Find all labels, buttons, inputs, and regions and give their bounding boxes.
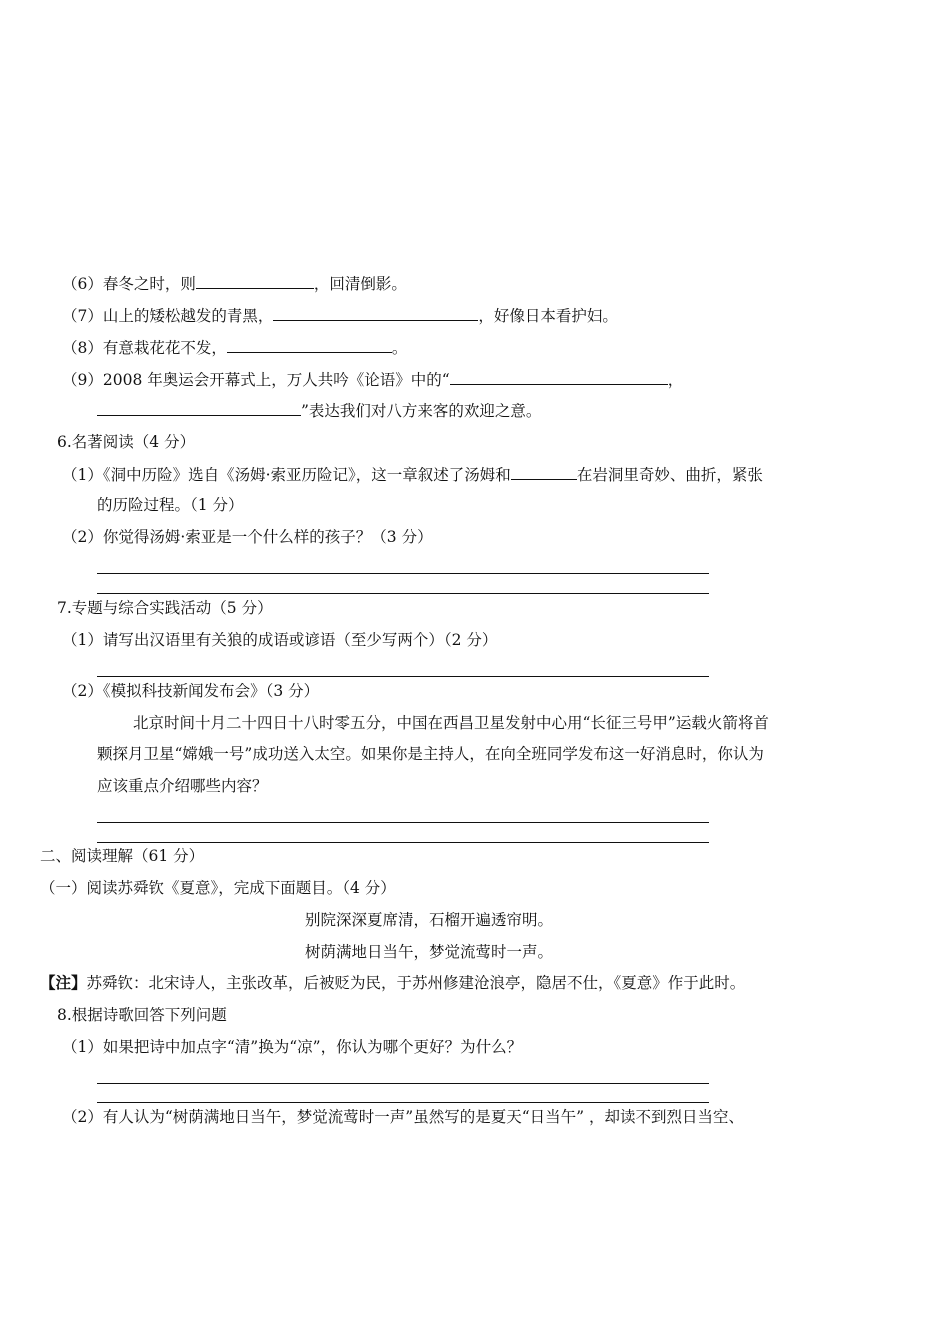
question-number: （2）: [62, 528, 103, 546]
note-text: 苏舜钦：北宋诗人，主张改革，后被贬为民，于苏州修建沧浪亭，隐居不仕，《夏意》作于此时。: [86, 974, 746, 992]
answer-line[interactable]: [97, 1102, 709, 1103]
question-text: 在岩洞里奇妙、曲折，紧张: [576, 466, 763, 484]
question-number: （8）: [62, 339, 103, 357]
note-label: 【注】: [40, 973, 87, 992]
question-text: 2008 年奥运会开幕式上，万人共吟《论语》中的“: [102, 371, 450, 389]
answer-blank[interactable]: [97, 400, 301, 416]
question-text: ”表达我们对八方来客的欢迎之意。: [301, 402, 542, 420]
question-7-2: [62, 681, 319, 701]
question-text: 《洞中历险》选自《汤姆·索亚历险记》，这一章叙述了汤姆和: [102, 466, 511, 484]
paragraph-line: 颗探月卫星“嫦娥一号”成功送入太空。如果你是主持人，在向全班同学发布这一好消息时，你认为: [97, 745, 764, 763]
question-text: 如果把诗中加点字“清”换为“凉”，你认为哪个更好？为什么？: [102, 1038, 523, 1056]
answer-blank[interactable]: [511, 464, 577, 480]
answer-line[interactable]: [97, 573, 709, 574]
poem-line: 树荫满地日当午，梦觉流莺时一声。: [305, 943, 554, 961]
question-8-1: [62, 1037, 522, 1057]
question-text: 有人认为“树荫满地日当午，梦觉流莺时一声”虽然写的是夏天“日当午” ，却读不到烈日当空、: [102, 1108, 745, 1126]
part-heading: （一）阅读苏舜钦《夏意》，完成下面题目。（4 分）: [40, 879, 396, 897]
question-number: （1）: [62, 466, 103, 484]
answer-line[interactable]: [97, 842, 709, 843]
paragraph-line: 应该重点介绍哪些内容？: [97, 777, 268, 795]
question-text: 《模拟科技新闻发布会》（3 分）: [102, 682, 320, 700]
question-text: 。: [391, 339, 408, 357]
question-6-1-line2: 的历险过程。（1 分）: [97, 496, 244, 514]
question-text: ，: [667, 371, 684, 389]
question-number: （1）: [62, 631, 103, 649]
section-heading: 二、阅读理解（61 分）: [40, 847, 205, 865]
question-number: （2）: [62, 1108, 103, 1126]
question-7-title: 7.专题与综合实践活动（5 分）: [57, 599, 273, 617]
poem-note: [40, 973, 745, 993]
question-text: 你觉得汤姆·索亚是一个什么样的孩子？（3 分）: [102, 528, 433, 546]
answer-line[interactable]: [97, 1083, 709, 1084]
fill-blank-q9-line2: [97, 400, 541, 421]
question-text: 山上的矮松越发的青黑，: [102, 307, 274, 325]
question-6-2: [62, 527, 433, 547]
answer-line[interactable]: [97, 593, 709, 594]
answer-line[interactable]: [97, 676, 709, 677]
question-number: （7）: [62, 307, 103, 325]
question-number: （1）: [62, 1038, 103, 1056]
answer-blank[interactable]: [273, 305, 478, 321]
question-6-1: [62, 464, 763, 485]
fill-blank-q9: [62, 369, 683, 390]
fill-blank-q6: [62, 273, 407, 294]
question-8-title: 8.根据诗歌回答下列问题: [57, 1006, 227, 1024]
answer-blank[interactable]: [450, 369, 668, 385]
question-6-title: 6.名著阅读（4 分）: [57, 433, 196, 451]
answer-blank[interactable]: [196, 273, 314, 289]
question-7-1: [62, 630, 497, 650]
answer-blank[interactable]: [227, 337, 392, 353]
question-number: （6）: [62, 275, 103, 293]
question-text: ，好像日本看护妇。: [478, 307, 618, 325]
fill-blank-q8: [62, 337, 407, 358]
answer-line[interactable]: [97, 822, 709, 823]
question-8-2: [62, 1107, 744, 1127]
question-number: （2）: [62, 682, 103, 700]
question-text: ，回清倒影。: [313, 275, 407, 293]
question-text: 请写出汉语里有关狼的成语或谚语（至少写两个）（2 分）: [102, 631, 498, 649]
paragraph-line: 北京时间十月二十四日十八时零五分，中国在西昌卫星发射中心用“长征三号甲”运载火箭将首: [133, 714, 769, 732]
poem-line: 别院深深夏席清，石榴开遍透帘明。: [305, 911, 554, 929]
question-text: 春冬之时，则: [102, 275, 196, 293]
question-number: （9）: [62, 371, 103, 389]
fill-blank-q7: [62, 305, 618, 326]
question-text: 有意栽花花不发，: [102, 339, 227, 357]
